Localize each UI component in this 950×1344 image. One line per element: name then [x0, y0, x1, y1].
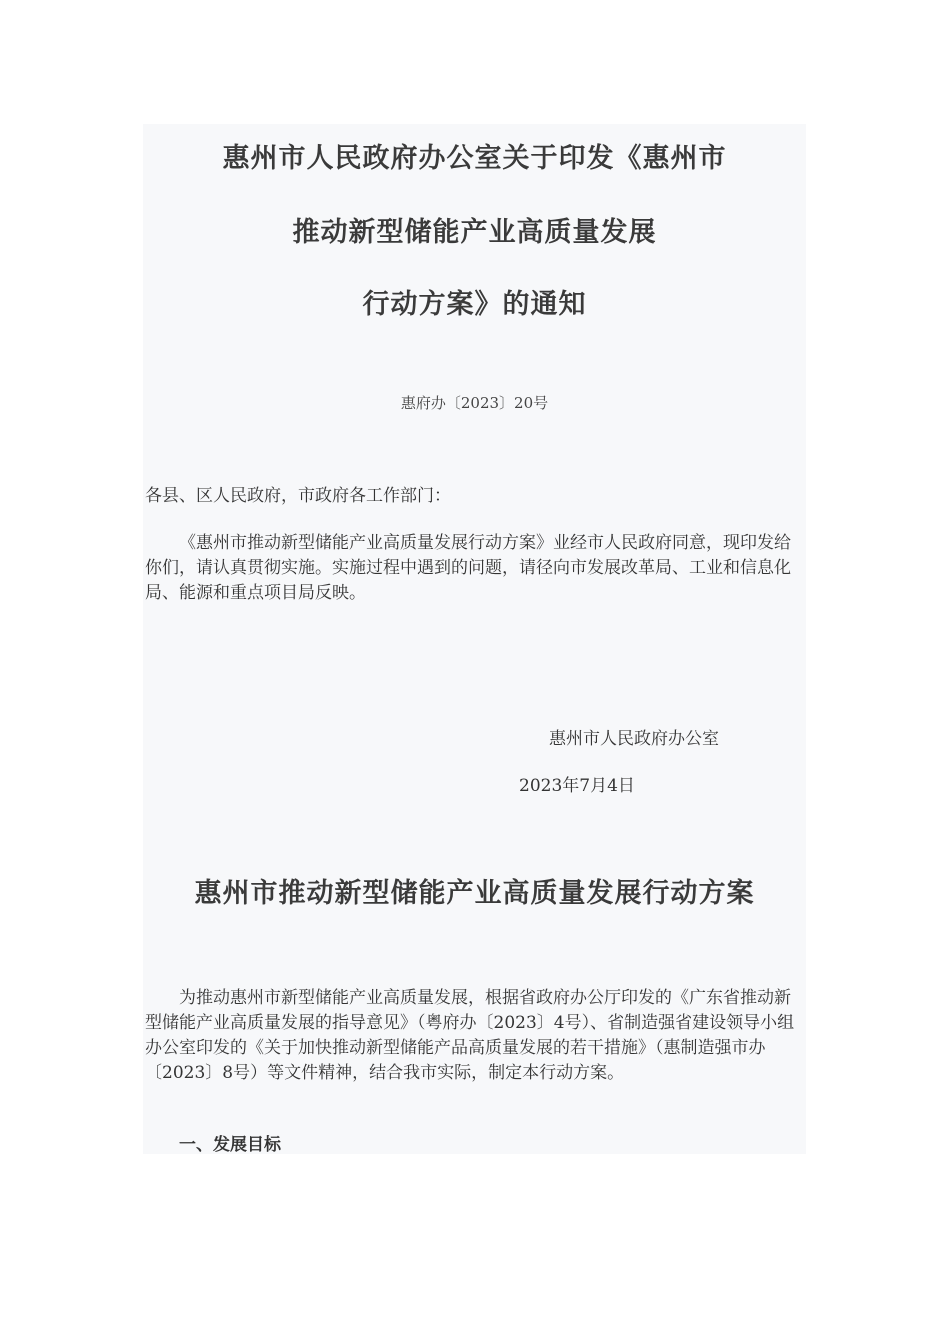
notice-body: 《惠州市推动新型储能产业高质量发展行动方案》业经市人民政府同意，现印发给你们，请认真贯彻实施。实施过程中遇到的问题，请径向市发展改革局、工业和信息化局、能源和重点项目局反映。: [145, 533, 791, 603]
salutation: 各县、区人民政府，市政府各工作部门：: [145, 486, 451, 506]
section-heading-development-goals: 一、发展目标: [179, 1135, 281, 1155]
issuer-signature: 惠州市人民政府办公室: [549, 729, 719, 749]
document-page: [143, 124, 806, 1154]
issue-date: 2023年7月4日: [519, 776, 635, 796]
notice-title-line-3: 行动方案》的通知: [362, 289, 587, 320]
notice-title-line-1: 惠州市人民政府办公室关于印发《惠州市: [222, 143, 727, 174]
document-number: 惠府办〔2023〕20号: [400, 394, 549, 412]
plan-intro: 为推动惠州市新型储能产业高质量发展，根据省政府办公厅印发的《广东省推动新型储能产业高质量发展的指导意见》（粤府办〔2023〕4号）、省制造强省建设领导小组办公室印发的《关于加快推动新型储能产品高质量发展的若干措施》（惠制造强市办〔2023〕8号）等文件精神，结合我市实际，制定本行动方案。: [145, 988, 795, 1083]
plan-title: 惠州市推动新型储能产业高质量发展行动方案: [194, 878, 755, 909]
notice-title-line-2: 推动新型储能产业高质量发展: [292, 217, 657, 248]
